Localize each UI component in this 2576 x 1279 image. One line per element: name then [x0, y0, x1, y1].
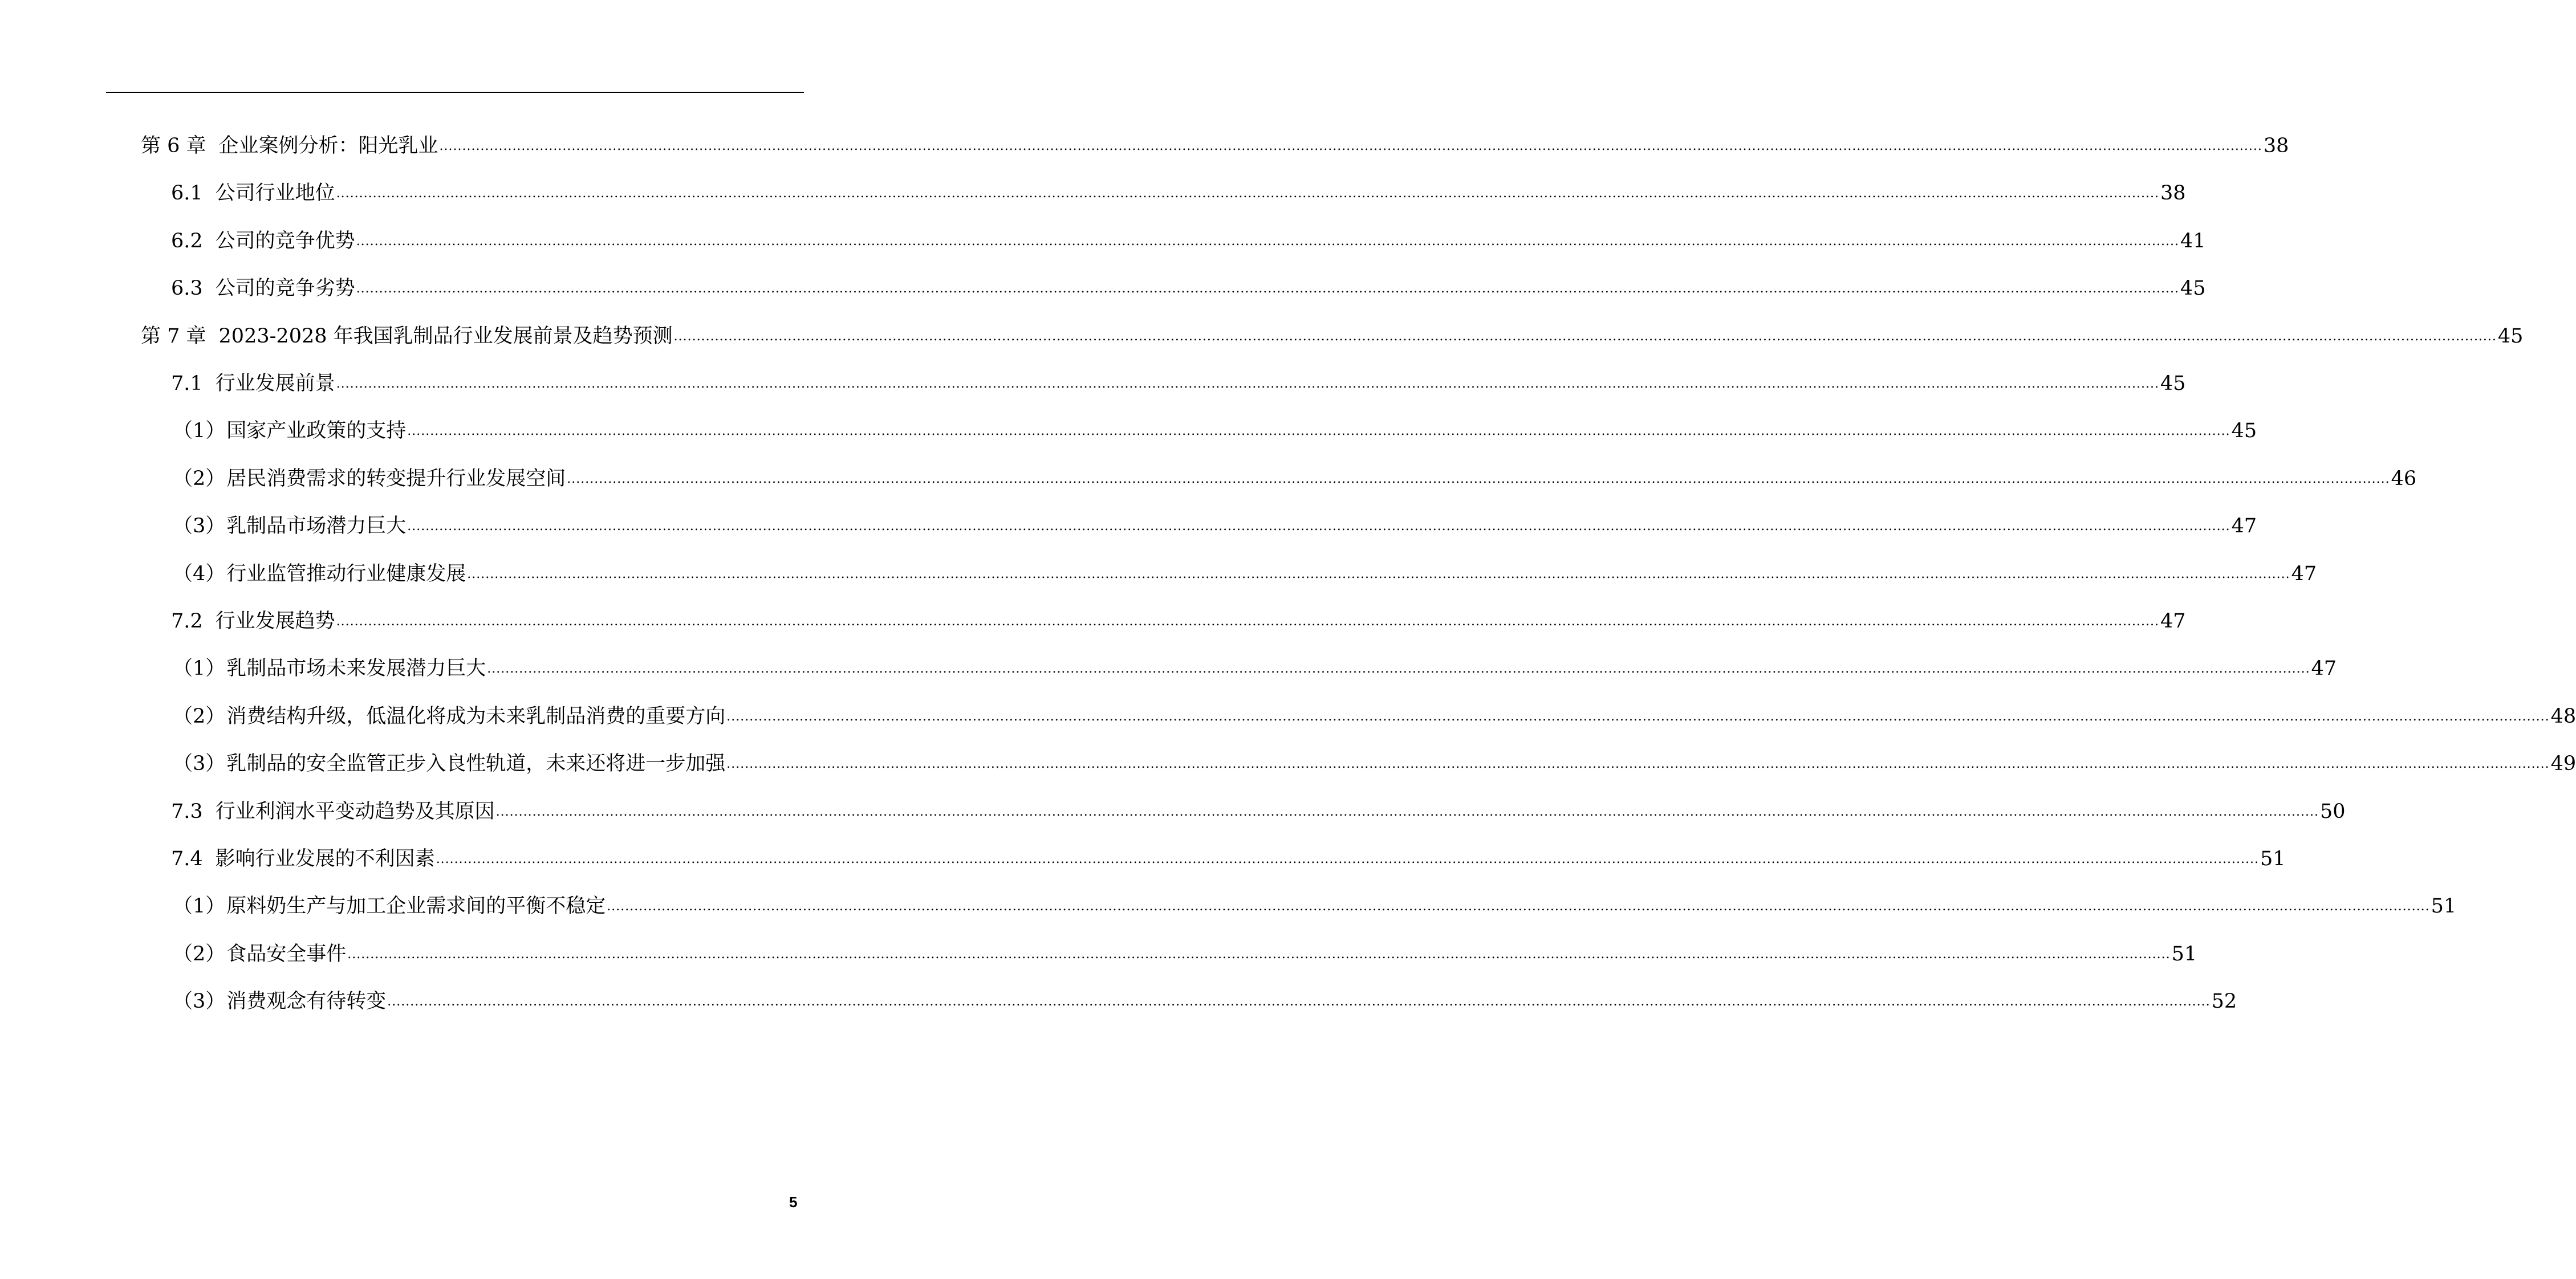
toc-dot-leader: ................................................................................................................................................................................................................................................................................................................................................................................................................ — [336, 614, 2159, 629]
toc-entry-title: 乳制品的安全监管正步入良性轨道，未来还将进一步加强 — [226, 752, 726, 775]
toc-entry-number: 第 7 章 — [141, 325, 206, 348]
toc-entry[interactable] — [173, 980, 2237, 1014]
toc-dot-leader: ................................................................................................................................................................................................................................................................................................................................................................................................................ — [407, 519, 2230, 533]
toc-entry[interactable] — [173, 457, 2417, 491]
toc-dot-leader: ................................................................................................................................................................................................................................................................................................................................................................................................................ — [356, 234, 2179, 249]
toc-entry-number: （2） — [173, 467, 226, 490]
toc-entry-number: （3） — [173, 515, 226, 537]
toc-entry-page: 45 — [2231, 419, 2257, 442]
toc-entry[interactable] — [171, 362, 2186, 396]
toc-entry-page: 47 — [2231, 515, 2257, 537]
toc-entry-title: 食品安全事件 — [226, 943, 347, 966]
toc-entry-title: 国家产业政策的支持 — [226, 419, 407, 442]
toc-entry-page: 46 — [2391, 467, 2417, 490]
toc-entry[interactable] — [171, 600, 2186, 634]
toc-entry-page: 45 — [2160, 372, 2186, 395]
toc-entry[interactable] — [171, 790, 2346, 824]
page-number: 5 — [789, 1194, 798, 1211]
toc-entry-number: （2） — [173, 943, 226, 966]
toc-entry-page: 51 — [2260, 848, 2286, 870]
toc-dot-leader: ................................................................................................................................................................................................................................................................................................................................................................................................................ — [607, 899, 2430, 914]
toc-dot-leader: ................................................................................................................................................................................................................................................................................................................................................................................................................ — [726, 757, 2550, 771]
toc-entry-page: 47 — [2160, 610, 2186, 633]
toc-dot-leader: ................................................................................................................................................................................................................................................................................................................................................................................................................ — [495, 805, 2319, 819]
toc-entry-number: （1） — [173, 419, 226, 442]
toc-entry[interactable] — [141, 315, 2524, 349]
toc-entry-page: 47 — [2291, 563, 2317, 585]
toc-entry[interactable] — [171, 219, 2206, 254]
toc-entry-title: 公司的竞争优势 — [215, 230, 355, 252]
toc-entry-number: （3） — [173, 990, 226, 1013]
toc-entry-number: 7.2 — [171, 610, 203, 633]
toc-entry[interactable] — [141, 124, 2289, 158]
toc-entry-page: 49 — [2550, 752, 2576, 775]
toc-entry-page: 50 — [2319, 800, 2346, 823]
header-rule — [106, 92, 804, 93]
toc-entry-page: 52 — [2211, 990, 2237, 1013]
toc-entry[interactable] — [173, 647, 2337, 681]
toc-entry-page: 41 — [2180, 230, 2206, 252]
toc-entry[interactable] — [173, 504, 2257, 539]
toc-entry-title: 乳制品市场未来发展潜力巨大 — [226, 657, 486, 680]
toc-entry[interactable] — [171, 837, 2286, 871]
toc-dot-leader: ................................................................................................................................................................................................................................................................................................................................................................................................................ — [407, 424, 2230, 438]
toc-entry-page: 51 — [2171, 943, 2197, 966]
toc-dot-leader: ................................................................................................................................................................................................................................................................................................................................................................................................................ — [673, 329, 2497, 344]
toc-entry[interactable] — [171, 172, 2186, 206]
toc-entry-number: 6.1 — [171, 182, 203, 205]
toc-entry-title: 消费结构升级，低温化将成为未来乳制品消费的重要方向 — [226, 705, 726, 728]
toc-entry-title: 原料奶生产与加工企业需求间的平衡不稳定 — [226, 895, 606, 918]
toc-entry-number: （1） — [173, 895, 226, 918]
toc-entry-title: 乳制品市场潜力巨大 — [226, 515, 407, 537]
toc-entry-title: 2023-2028 年我国乳制品行业发展前景及趋势预测 — [218, 325, 673, 348]
toc-entry[interactable] — [173, 409, 2257, 443]
toc-dot-leader: ................................................................................................................................................................................................................................................................................................................................................................................................................ — [356, 282, 2179, 296]
toc-entry-title: 居民消费需求的转变提升行业发展空间 — [226, 467, 566, 490]
toc-entry-title: 企业案例分析：阳光乳业 — [218, 135, 438, 157]
toc-entry-page: 51 — [2431, 895, 2457, 918]
toc-entry[interactable] — [173, 695, 2576, 729]
toc-entry-number: 7.1 — [171, 372, 203, 395]
toc-dot-leader: ................................................................................................................................................................................................................................................................................................................................................................................................................ — [387, 995, 2211, 1009]
toc-dot-leader: ................................................................................................................................................................................................................................................................................................................................................................................................................ — [347, 947, 2171, 962]
toc-entry-number: （3） — [173, 752, 226, 775]
toc-entry-title: 行业发展趋势 — [215, 610, 335, 633]
toc-entry-page: 48 — [2550, 705, 2576, 728]
toc-entry-number: （1） — [173, 657, 226, 680]
toc-dot-leader: ................................................................................................................................................................................................................................................................................................................................................................................................................ — [487, 662, 2310, 676]
toc-entry-number: 6.3 — [171, 277, 203, 300]
toc-dot-leader: ................................................................................................................................................................................................................................................................................................................................................................................................................ — [439, 139, 2262, 153]
toc-entry-page: 47 — [2311, 657, 2337, 680]
toc-dot-leader: ................................................................................................................................................................................................................................................................................................................................................................................................................ — [726, 710, 2550, 724]
toc-entry[interactable] — [171, 267, 2206, 301]
toc-entry-page: 45 — [2180, 277, 2206, 300]
toc-entry-title: 行业利润水平变动趋势及其原因 — [215, 800, 495, 823]
toc-entry-title: 公司的竞争劣势 — [215, 277, 355, 300]
toc-entry-page: 45 — [2497, 325, 2524, 348]
toc-entry-number: 7.3 — [171, 800, 203, 823]
toc-entry-number: （2） — [173, 705, 226, 728]
toc-entry-number: （4） — [173, 563, 226, 585]
toc-entry-number: 6.2 — [171, 230, 203, 252]
toc-entry-page: 38 — [2160, 182, 2186, 205]
toc-entry-title: 影响行业发展的不利因素 — [215, 848, 435, 870]
toc-entry-page: 38 — [2263, 135, 2289, 157]
toc-entry-title: 行业发展前景 — [215, 372, 335, 395]
toc-dot-leader: ................................................................................................................................................................................................................................................................................................................................................................................................................ — [467, 567, 2290, 581]
toc-entry[interactable] — [173, 742, 2576, 776]
toc-dot-leader: ................................................................................................................................................................................................................................................................................................................................................................................................................ — [336, 377, 2159, 391]
toc-entry-title: 公司行业地位 — [215, 182, 335, 205]
toc-entry-number: 第 6 章 — [141, 135, 206, 157]
toc-entry[interactable] — [173, 885, 2457, 919]
toc-entry-title: 消费观念有待转变 — [226, 990, 387, 1013]
toc-entry[interactable] — [173, 552, 2317, 586]
toc-entry[interactable] — [173, 932, 2197, 967]
toc-entry-number: 7.4 — [171, 848, 203, 870]
toc-dot-leader: ................................................................................................................................................................................................................................................................................................................................................................................................................ — [567, 472, 2390, 486]
toc-dot-leader: ................................................................................................................................................................................................................................................................................................................................................................................................................ — [436, 852, 2259, 866]
toc-entry-title: 行业监管推动行业健康发展 — [226, 563, 466, 585]
toc-dot-leader: ................................................................................................................................................................................................................................................................................................................................................................................................................ — [336, 186, 2159, 201]
